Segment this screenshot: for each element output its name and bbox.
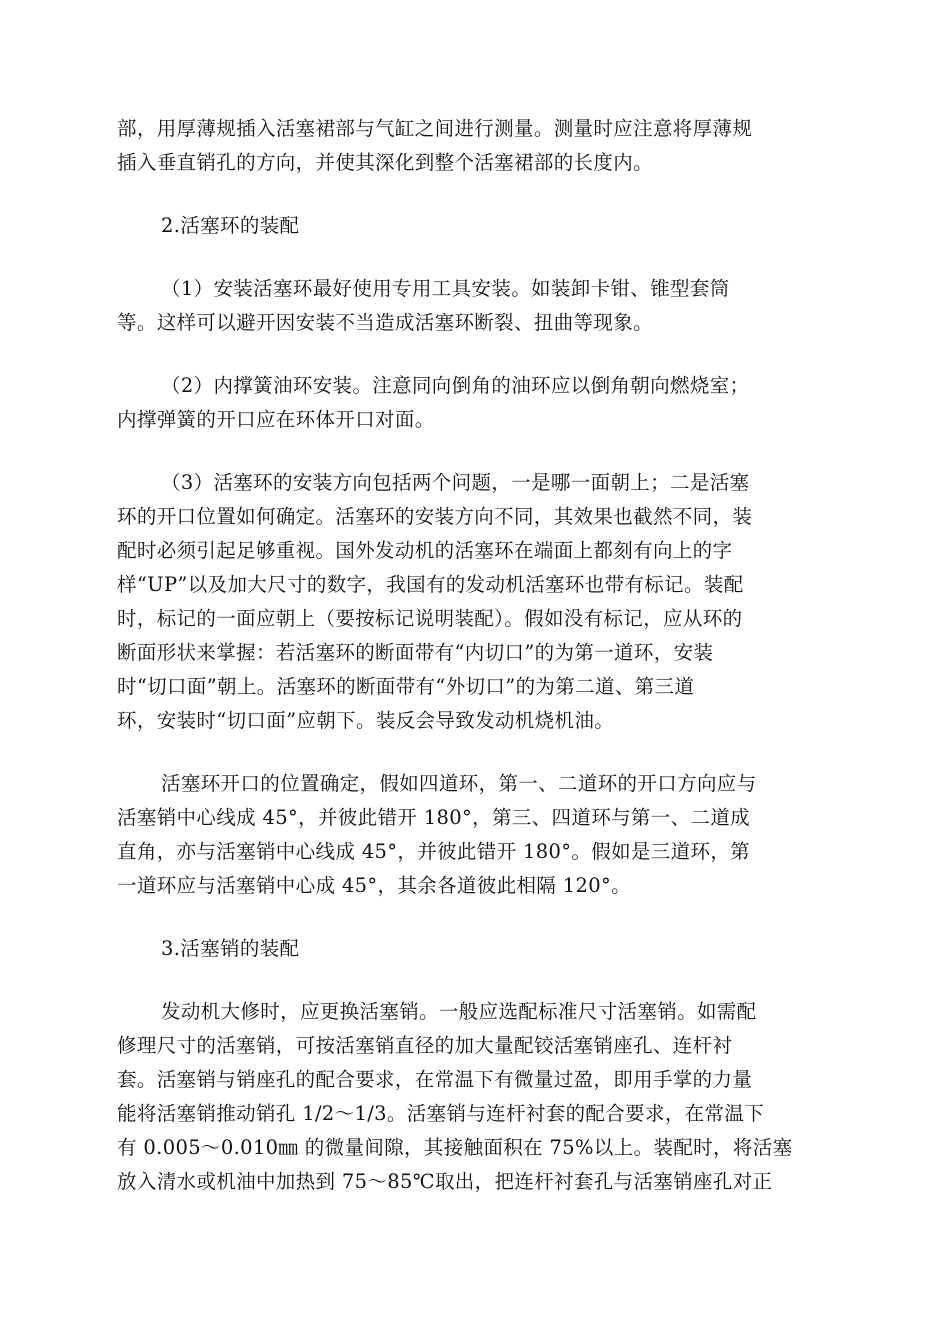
paragraph <box>117 767 841 903</box>
text-line: 配时必须引起足够重视。国外发动机的活塞环在端面上都刻有向上的字 <box>117 539 733 562</box>
text-line: 样“UP”以及加大尺寸的数字，我国有的发动机活塞环也带有标记。装配 <box>117 573 744 596</box>
text-line: 环的开口位置如何确定。活塞环的安装方向不同，其效果也截然不同，装 <box>117 505 753 528</box>
text-line: 活塞环开口的位置确定，假如四道环，第一、二道环的开口方向应与 <box>161 772 757 795</box>
text-line: 断面形状来掌握：若活塞环的断面带有“内切口”的为第一道环，安装 <box>117 641 714 664</box>
text-line: 套。活塞销与销座孔的配合要求，在常温下有微量过盈，即用手掌的力量 <box>117 1068 753 1091</box>
paragraph <box>117 369 841 437</box>
heading-text: 3.活塞销的装配 <box>161 937 300 960</box>
text-line: 一道环应与活塞销中心成 45°，其余各道彼此相隔 120°。 <box>117 874 631 897</box>
paragraph <box>117 995 841 1199</box>
text-line: 内撑弹簧的开口应在环体开口对面。 <box>117 408 435 431</box>
paragraph <box>117 272 841 340</box>
section-heading <box>117 932 841 966</box>
heading-text: 2.活塞环的装配 <box>161 214 300 237</box>
text-line: 有 0.005～0.010㎜ 的微量间隙，其接触面积在 75%以上。装配时，将活塞 <box>117 1136 793 1159</box>
text-line: 等。这样可以避开因安装不当造成活塞环断裂、扭曲等现象。 <box>117 311 653 334</box>
text-line: 环，安装时“切口面”应朝下。装反会导致发动机烧机油。 <box>117 709 615 732</box>
text-line: 插入垂直销孔的方向，并使其深化到整个活塞裙部的长度内。 <box>117 151 653 174</box>
paragraph <box>117 112 841 180</box>
paragraph <box>117 466 841 738</box>
text-line: 部，用厚薄规插入活塞裙部与气缸之间进行测量。测量时应注意将厚薄规 <box>117 117 753 140</box>
section-heading <box>117 209 841 243</box>
text-line: 时，标记的一面应朝上（要按标记说明装配）。假如没有标记，应从环的 <box>117 607 743 630</box>
text-line: 能将活塞销推动销孔 1/2～1/3。活塞销与连杆衬套的配合要求，在常温下 <box>117 1102 765 1125</box>
text-line: 直角，亦与活塞销中心线成 45°，并彼此错开 180°。假如是三道环，第 <box>117 840 751 863</box>
text-line: （2）内撑簧油环安装。注意同向倒角的油环应以倒角朝向燃烧室； <box>161 374 750 397</box>
text-line: 时“切口面”朝上。活塞环的断面带有“外切口”的为第二道、第三道 <box>117 675 695 698</box>
text-line: （3）活塞环的安装方向包括两个问题，一是哪一面朝上；二是活塞 <box>161 471 750 494</box>
text-line: 放入清水或机油中加热到 75～85℃取出，把连杆衬套孔与活塞销座孔对正 <box>117 1170 773 1193</box>
document-page <box>117 112 841 1199</box>
text-line: （1）安装活塞环最好使用专用工具安装。如装卸卡钳、锥型套筒 <box>161 277 730 300</box>
text-line: 活塞销中心线成 45°，并彼此错开 180°，第三、四道环与第一、二道成 <box>117 806 751 829</box>
text-line: 修理尺寸的活塞销，可按活塞销直径的加大量配铰活塞销座孔、连杆衬 <box>117 1034 733 1057</box>
text-line: 发动机大修时，应更换活塞销。一般应选配标准尺寸活塞销。如需配 <box>161 1000 757 1023</box>
